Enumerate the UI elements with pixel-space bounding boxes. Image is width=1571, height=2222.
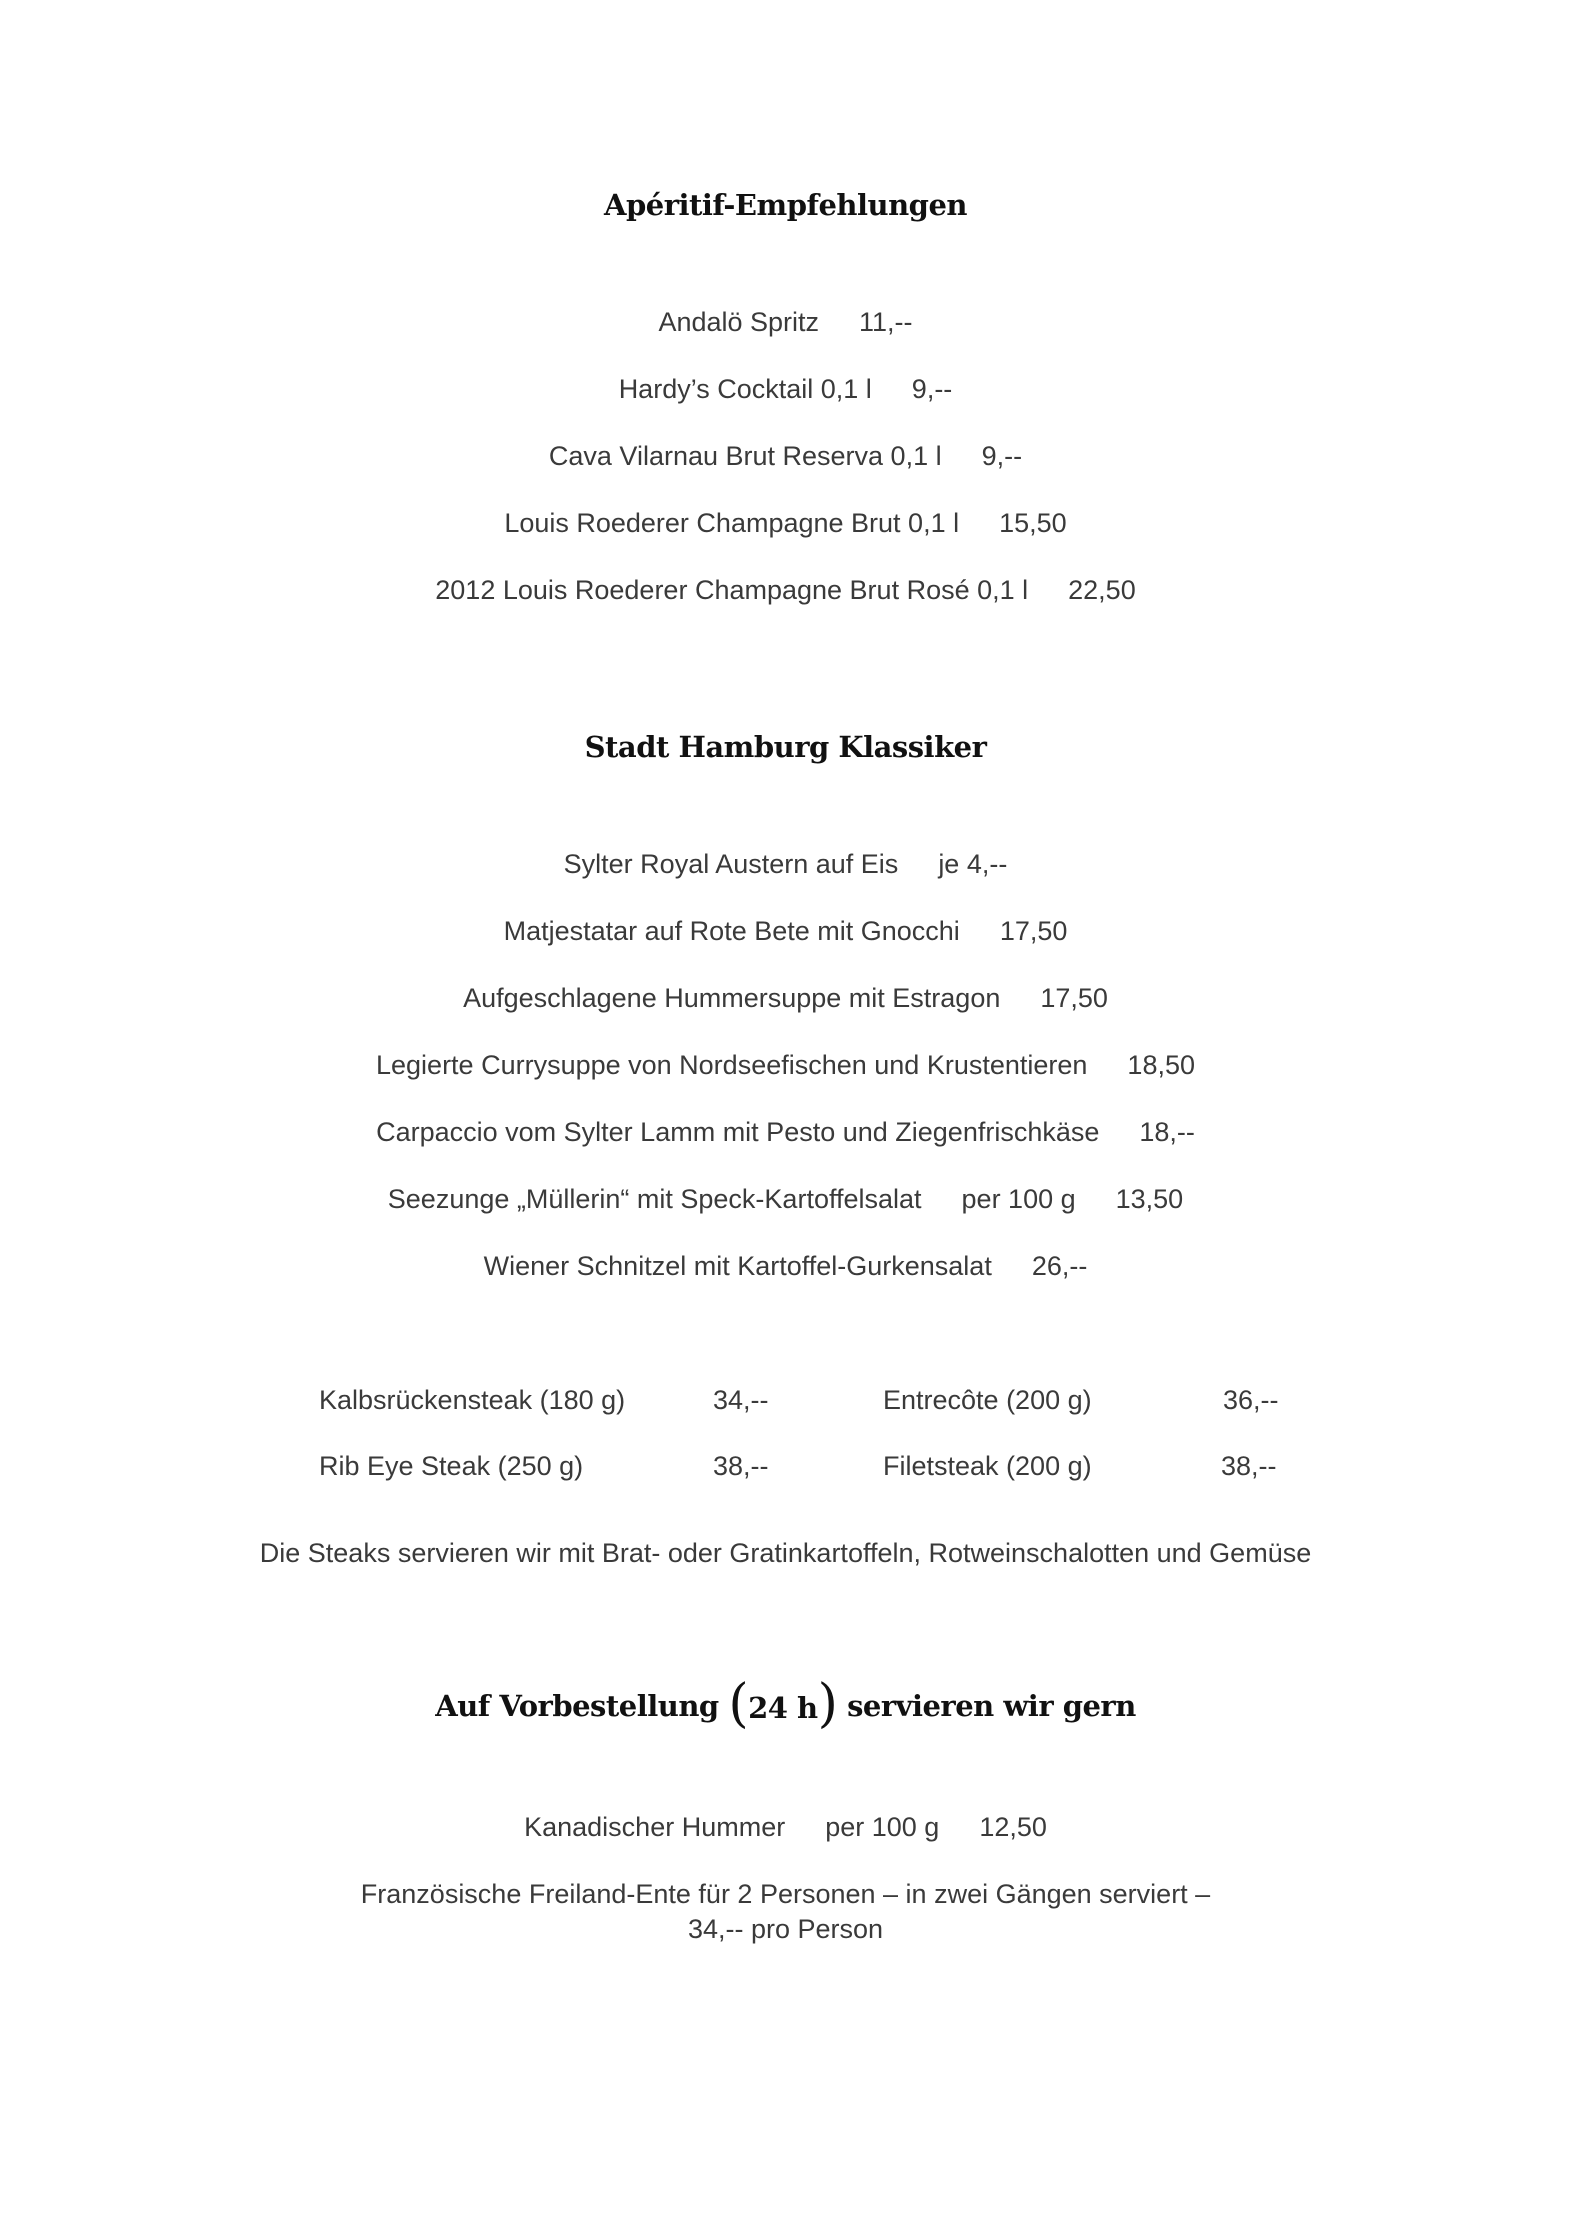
vorbestellung-heading: [0, 1674, 1571, 1734]
item-name: 2012 Louis Roederer Champagne Brut Rosé 0,1 l: [435, 575, 1029, 605]
item-price: 26,--: [1031, 1251, 1088, 1281]
item-name: Sylter Royal Austern auf Eis: [563, 849, 899, 879]
steak-name: Rib Eye Steak (250 g): [319, 1451, 584, 1481]
item-price: 12,50: [979, 1812, 1047, 1842]
menu-item: [0, 305, 1571, 339]
item-price: 18,--: [1139, 1117, 1195, 1147]
steak-name: Kalbsrückensteak (180 g): [319, 1385, 626, 1415]
item-name: Carpaccio vom Sylter Lamm mit Pesto und Ziegenfrischkäse: [376, 1117, 1100, 1147]
item-name: Seezunge „Müllerin“ mit Speck-Kartoffelsalat: [387, 1184, 922, 1214]
item-price: 17,50: [999, 916, 1068, 946]
steak-note: Die Steaks servieren wir mit Brat- oder Gratinkartoffeln, Rotweinschalotten und Gemüse: [259, 1538, 1312, 1568]
item-price: 22,50: [1068, 575, 1136, 605]
item-name: Matjestatar auf Rote Bete mit Gnocchi: [503, 916, 960, 946]
heading-paren-open: (: [728, 1674, 749, 1734]
steak-price: 34,--: [713, 1385, 769, 1415]
item-name: Wiener Schnitzel mit Kartoffel-Gurkensalat: [483, 1251, 992, 1281]
item-price: 9,--: [911, 374, 953, 404]
steak-price: 38,--: [1221, 1451, 1277, 1481]
heading-after: servieren wir gern: [847, 1689, 1136, 1723]
menu-item: [0, 914, 1571, 948]
steak-price: 36,--: [1223, 1385, 1279, 1415]
item-unit: per 100 g: [961, 1184, 1076, 1214]
item-name: Louis Roederer Champagne Brut 0,1 l: [504, 508, 960, 538]
item-price: 9,--: [981, 441, 1023, 471]
menu-item: [0, 1115, 1571, 1149]
item-price: 15,50: [999, 508, 1067, 538]
menu-item: [0, 1249, 1571, 1283]
menu-item: [0, 1048, 1571, 1082]
menu-item: [0, 573, 1571, 607]
item-name: Hardy’s Cocktail 0,1 l: [618, 374, 872, 404]
item-name: Cava Vilarnau Brut Reserva 0,1 l: [548, 441, 942, 471]
menu-item: [0, 981, 1571, 1015]
ente-line-1: Französische Freiland-Ente für 2 Personen – in zwei Gängen serviert –: [360, 1879, 1211, 1909]
menu-item: [0, 372, 1571, 406]
steak-name: Entrecôte (200 g): [883, 1385, 1092, 1415]
item-price: 17,50: [1040, 983, 1108, 1013]
item-price: 18,50: [1127, 1050, 1195, 1080]
item-price: 13,50: [1115, 1184, 1184, 1214]
ente-line-2: 34,-- pro Person: [687, 1914, 884, 1944]
menu-item: [0, 1810, 1571, 1844]
item-name: Andalö Spritz: [658, 307, 820, 337]
menu-item: [0, 439, 1571, 473]
heading-paren-close: ): [817, 1674, 838, 1734]
item-unit: per 100 g: [825, 1812, 940, 1842]
menu-item: [0, 847, 1571, 881]
heading-before: Auf Vorbestellung: [435, 1689, 719, 1723]
aperitif-heading: Apéritif-Empfehlungen: [604, 188, 967, 222]
item-name: Legierte Currysuppe von Nordseefischen und Krustentieren: [376, 1050, 1088, 1080]
item-name: Aufgeschlagene Hummersuppe mit Estragon: [463, 983, 1001, 1013]
item-price: 11,--: [859, 307, 913, 337]
klassiker-heading: Stadt Hamburg Klassiker: [584, 730, 987, 764]
heading-paren-text: 24 h: [748, 1691, 818, 1725]
steak-price: 38,--: [713, 1451, 769, 1481]
item-name: Kanadischer Hummer: [524, 1812, 786, 1842]
item-price: je 4,--: [938, 849, 1008, 879]
menu-item: [0, 506, 1571, 540]
menu-item: [0, 1182, 1571, 1216]
steak-name: Filetsteak (200 g): [883, 1451, 1092, 1481]
